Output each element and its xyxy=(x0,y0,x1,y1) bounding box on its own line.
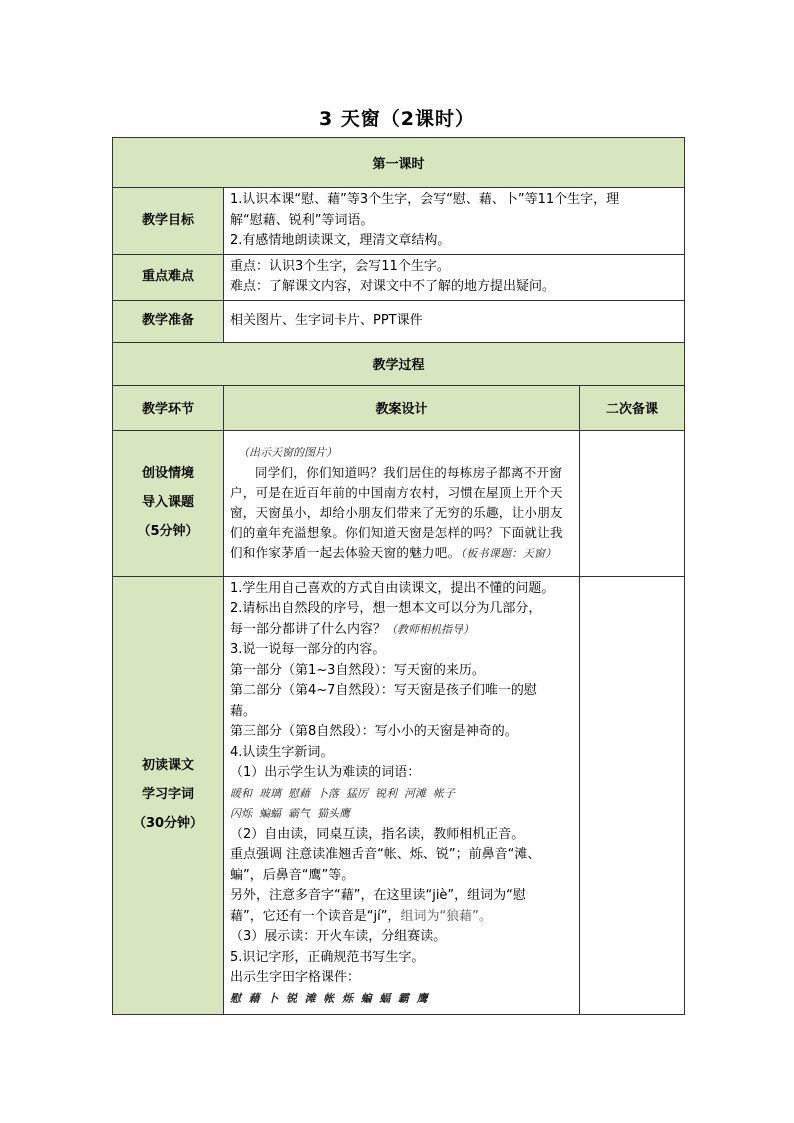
stage2-second-cell xyxy=(580,576,685,1014)
stage2-line: 1.学生用自己喜欢的方式自由读课文，提出不懂的问题。 xyxy=(230,580,555,596)
stage1-label xyxy=(113,430,224,576)
prep-label: 教学准备 xyxy=(113,300,224,342)
prep-content: 相关图片、生字词卡片、PPT课件 xyxy=(224,300,685,342)
stage2-label xyxy=(113,576,224,1014)
stage2-label-line: 初读课文 xyxy=(141,758,194,773)
goals-content xyxy=(224,188,685,255)
stage2-line: 2.请标出自然段的序号，想一想本文可以分为几部分， xyxy=(230,601,542,616)
stage2-line: 蝙”，后鼻音“鹰”等。 xyxy=(230,867,355,883)
goals-row xyxy=(113,188,685,255)
stage1-label-line: （5分钟） xyxy=(137,524,199,539)
stage1-content xyxy=(224,430,580,576)
stage2-line: 第一部分（第1~3自然段）：写天窗的来历。 xyxy=(230,662,485,678)
goals-line: 1.认识本课“慰、藉”等3个生字，会写“慰、藉、卜”等11个生字，理 xyxy=(230,192,620,207)
stage2-line: 5.识记字形，正确规范书写生字。 xyxy=(230,949,425,965)
stage2-line: 每一部分都讲了什么内容？（教师相机指导） xyxy=(230,621,475,637)
stage1-label-line: 创设情境 xyxy=(141,466,194,481)
col-second-header: 二次备课 xyxy=(580,385,685,430)
stage1-row xyxy=(113,430,685,576)
stage2-line: 4.认读生字新词。 xyxy=(230,744,334,760)
stage2-line: 另外，注意多音字“藉”，在这里读“jiè”，组词为“慰 xyxy=(230,888,526,903)
hard-words-line: 闪烁 蝙蝠 霸气 猫头鹰 xyxy=(230,807,350,820)
col-stage-header: 教学环节 xyxy=(113,385,224,430)
keypoints-content xyxy=(224,254,685,300)
stage2-content xyxy=(224,576,580,1014)
section-header-row xyxy=(113,138,685,188)
teacher-guide-note: （教师相机指导） xyxy=(386,622,475,636)
stage1-second-cell xyxy=(580,430,685,576)
stage1-note: （出示天窗的图片） xyxy=(238,445,337,459)
keypoints-row xyxy=(113,254,685,300)
stage1-label-line: 导入课题 xyxy=(141,495,194,510)
prep-row xyxy=(113,300,685,342)
goals-line: 2.有感情地朗读课文，理清文章结构。 xyxy=(230,233,451,248)
stage2-line: （3）展示读：开火车读，分组赛读。 xyxy=(230,929,447,944)
stage1-paragraph: 同学们，你们知道吗？我们居住的每栋房子都离不开窗户，可是在近百年前的中国南方农村，习惯在屋顶上开个天窗，天窗虽小，却给小朋友们带来了无穷的乐趣，让小朋友们的童年充溢想象。你们知道天窗是怎样的吗？下面就让我们和作家茅盾一起去体验天窗的魅力吧。 xyxy=(230,464,563,560)
stage2-line: 3.说一说每一部分的内容。 xyxy=(230,642,386,657)
section1-header: 第一课时 xyxy=(113,138,685,188)
stage2-line: 第二部分（第4~7自然段）：写天窗是孩子们唯一的慰 xyxy=(230,683,537,698)
columns-row xyxy=(113,385,685,430)
stage2-line: （2）自由读，同桌互读，指名读，教师相机正音。 xyxy=(230,826,525,842)
keypoint-line: 难点：了解课文内容，对课文中不了解的地方提出疑问。 xyxy=(230,279,556,294)
stage2-line: 第三部分（第8自然段）：写小小的天窗是神奇的。 xyxy=(230,724,518,739)
stage2-line: 藉”，它还有一个读音是“jí”，组词为“狼藉”。 xyxy=(230,908,492,924)
stage2-label-line: （30分钟） xyxy=(132,816,204,831)
stage2-line: 藉。 xyxy=(230,703,257,719)
stage2-line: （1）出示学生认为难读的词语： xyxy=(230,765,421,780)
process-header: 教学过程 xyxy=(113,342,685,385)
keypoints-label: 重点难点 xyxy=(113,254,224,300)
stage2-line: 重点强调 注意读准翘舌音“帐、烁、锐”；前鼻音“滩、 xyxy=(230,847,541,862)
new-characters-line: 慰 藉 卜 锐 滩 帐 烁 蝙 蝠 霸 鹰 xyxy=(230,991,428,1005)
col-design-header: 教案设计 xyxy=(224,385,580,430)
stage2-line: 出示生字田字格课件： xyxy=(230,970,361,985)
keypoint-line: 重点：认识3个生字，会写11个生字。 xyxy=(230,258,450,274)
stage2-row xyxy=(113,576,685,1014)
goals-line: 解“慰藉、锐利”等词语。 xyxy=(230,212,374,228)
lesson-plan-table xyxy=(112,137,685,1015)
process-header-row xyxy=(113,342,685,385)
page-title: 3 天窗（2课时） xyxy=(318,108,476,130)
hard-words-line: 暖和 玻璃 慰藉 卜落 猛厉 锐利 河滩 帐子 xyxy=(230,786,455,800)
goals-label: 教学目标 xyxy=(113,188,224,255)
stage2-label-line: 学习字词 xyxy=(141,787,194,802)
stage1-board-note: （板书课题：天窗） xyxy=(460,546,557,560)
